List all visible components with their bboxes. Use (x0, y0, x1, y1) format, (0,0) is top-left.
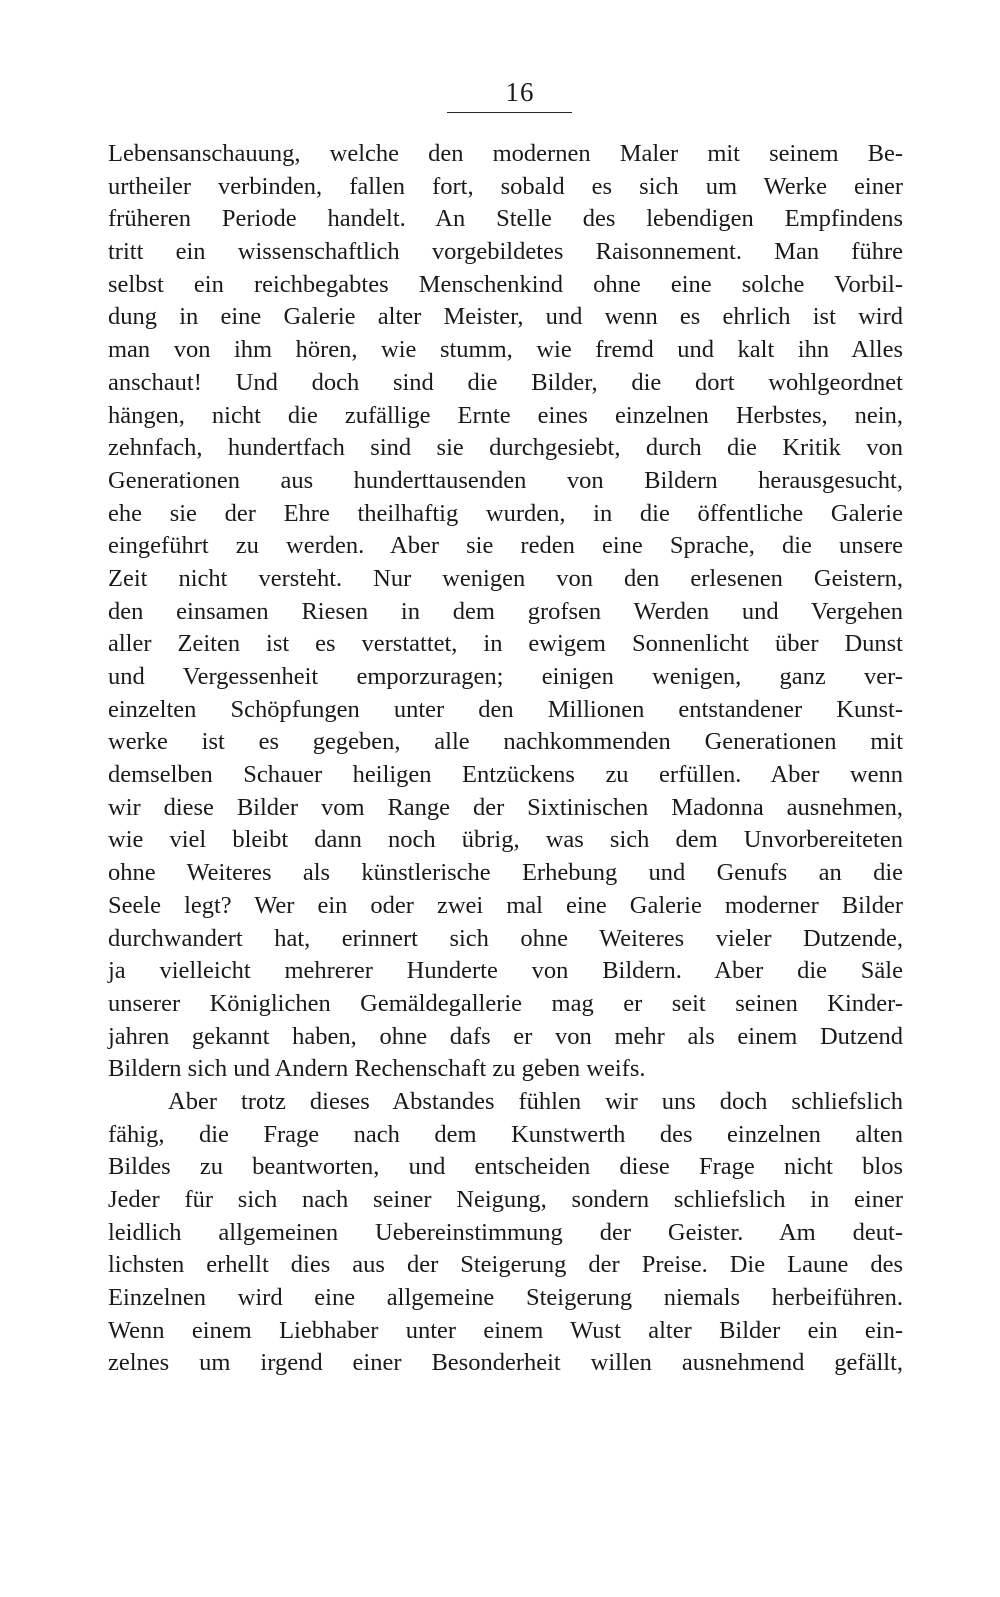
text-line: Bildes zu beantworten, und entscheiden diese Frage nicht blos (108, 1153, 903, 1181)
text-line: zehnfach, hundertfach sind sie durchgesiebt, durch die Kritik von (108, 434, 903, 462)
text-line: ohne Weiteres als künstlerische Erhebung und Genufs an die (108, 859, 903, 887)
text-line: demselben Schauer heiligen Entzückens zu erfüllen. Aber wenn (108, 761, 903, 789)
text-line: Generationen aus hunderttausenden von Bildern herausgesucht, (108, 466, 903, 494)
text-line: Aber trotz dieses Abstandes fühlen wir uns doch schliefslich (168, 1087, 903, 1115)
text-line: Wenn einem Liebhaber unter einem Wust alter Bilder ein ein- (108, 1316, 903, 1344)
text-line: unserer Königlichen Gemäldegallerie mag er seit seinen Kinder- (108, 989, 903, 1017)
text-line: lichsten erhellt dies aus der Steigerung der Preise. Die Laune des (108, 1251, 903, 1279)
body-text (108, 138, 903, 1380)
text-line: aller Zeiten ist es verstattet, in ewigem Sonnenlicht über Dunst (108, 630, 903, 658)
text-line: einzelten Schöpfungen unter den Millionen entstandener Kunst- (108, 695, 903, 723)
text-line: jahren gekannt haben, ohne dafs er von mehr als einem Dutzend (108, 1022, 903, 1050)
text-line: wir diese Bilder vom Range der Sixtinischen Madonna ausnehmen, (108, 793, 903, 821)
text-line: Zeit nicht versteht. Nur wenigen von den erlesenen Geistern, (108, 564, 903, 592)
paragraph-2 (108, 1086, 903, 1380)
text-line: dung in eine Galerie alter Meister, und wenn es ehrlich ist wird (108, 303, 903, 331)
text-line: eingeführt zu werden. Aber sie reden eine Sprache, die unsere (108, 532, 903, 560)
text-line: den einsamen Riesen in dem grofsen Werden und Vergehen (108, 597, 903, 625)
text-line: hängen, nicht die zufällige Ernte eines einzelnen Herbstes, nein, (108, 401, 903, 429)
page-number: 16 (505, 77, 535, 107)
text-line: ja vielleicht mehrerer Hunderte von Bildern. Aber die Säle (108, 957, 903, 985)
text-line: Seele legt? Wer ein oder zwei mal eine Galerie moderner Bilder (108, 891, 903, 919)
paragraph-1 (108, 138, 903, 1086)
text-line: und Vergessenheit emporzuragen; einigen wenigen, ganz ver- (108, 663, 903, 690)
text-line: selbst ein reichbegabtes Menschenkind ohne eine solche Vorbil- (108, 270, 903, 298)
text-line: ehe sie der Ehre theilhaftig wurden, in die öffentliche Galerie (108, 499, 903, 527)
text-line: werke ist es gegeben, alle nachkommenden Generationen mit (108, 728, 903, 756)
header-rule (447, 112, 572, 113)
text-line: Einzelnen wird eine allgemeine Steigerung niemals herbeiführen. (108, 1284, 903, 1312)
text-line: fähig, die Frage nach dem Kunstwerth des einzelnen alten (108, 1120, 903, 1148)
text-line: zelnes um irgend einer Besonderheit willen ausnehmend gefällt, (108, 1349, 903, 1377)
text-line: tritt ein wissenschaftlich vorgebildetes Raisonnement. Man führe (108, 238, 903, 266)
text-line: urtheiler verbinden, fallen fort, sobald es sich um Werke einer (108, 172, 903, 200)
text-line: leidlich allgemeinen Uebereinstimmung der Geister. Am deut- (108, 1218, 903, 1246)
text-line: früheren Periode handelt. An Stelle des lebendigen Empfindens (108, 205, 903, 233)
text-line: durchwandert hat, erinnert sich ohne Weiteres vieler Dutzende, (108, 924, 903, 952)
text-line: Bildern sich und Andern Rechenschaft zu geben weifs. (108, 1055, 646, 1083)
text-line: Lebensanschauung, welche den modernen Maler mit seinem Be- (108, 140, 903, 167)
text-line: Jeder für sich nach seiner Neigung, sondern schliefslich in einer (108, 1186, 903, 1213)
text-line: wie viel bleibt dann noch übrig, was sich dem Unvorbereiteten (108, 826, 903, 854)
text-line: man von ihm hören, wie stumm, wie fremd und kalt ihn Alles (108, 336, 903, 364)
text-line: anschaut! Und doch sind die Bilder, die dort wohlgeordnet (108, 368, 903, 396)
